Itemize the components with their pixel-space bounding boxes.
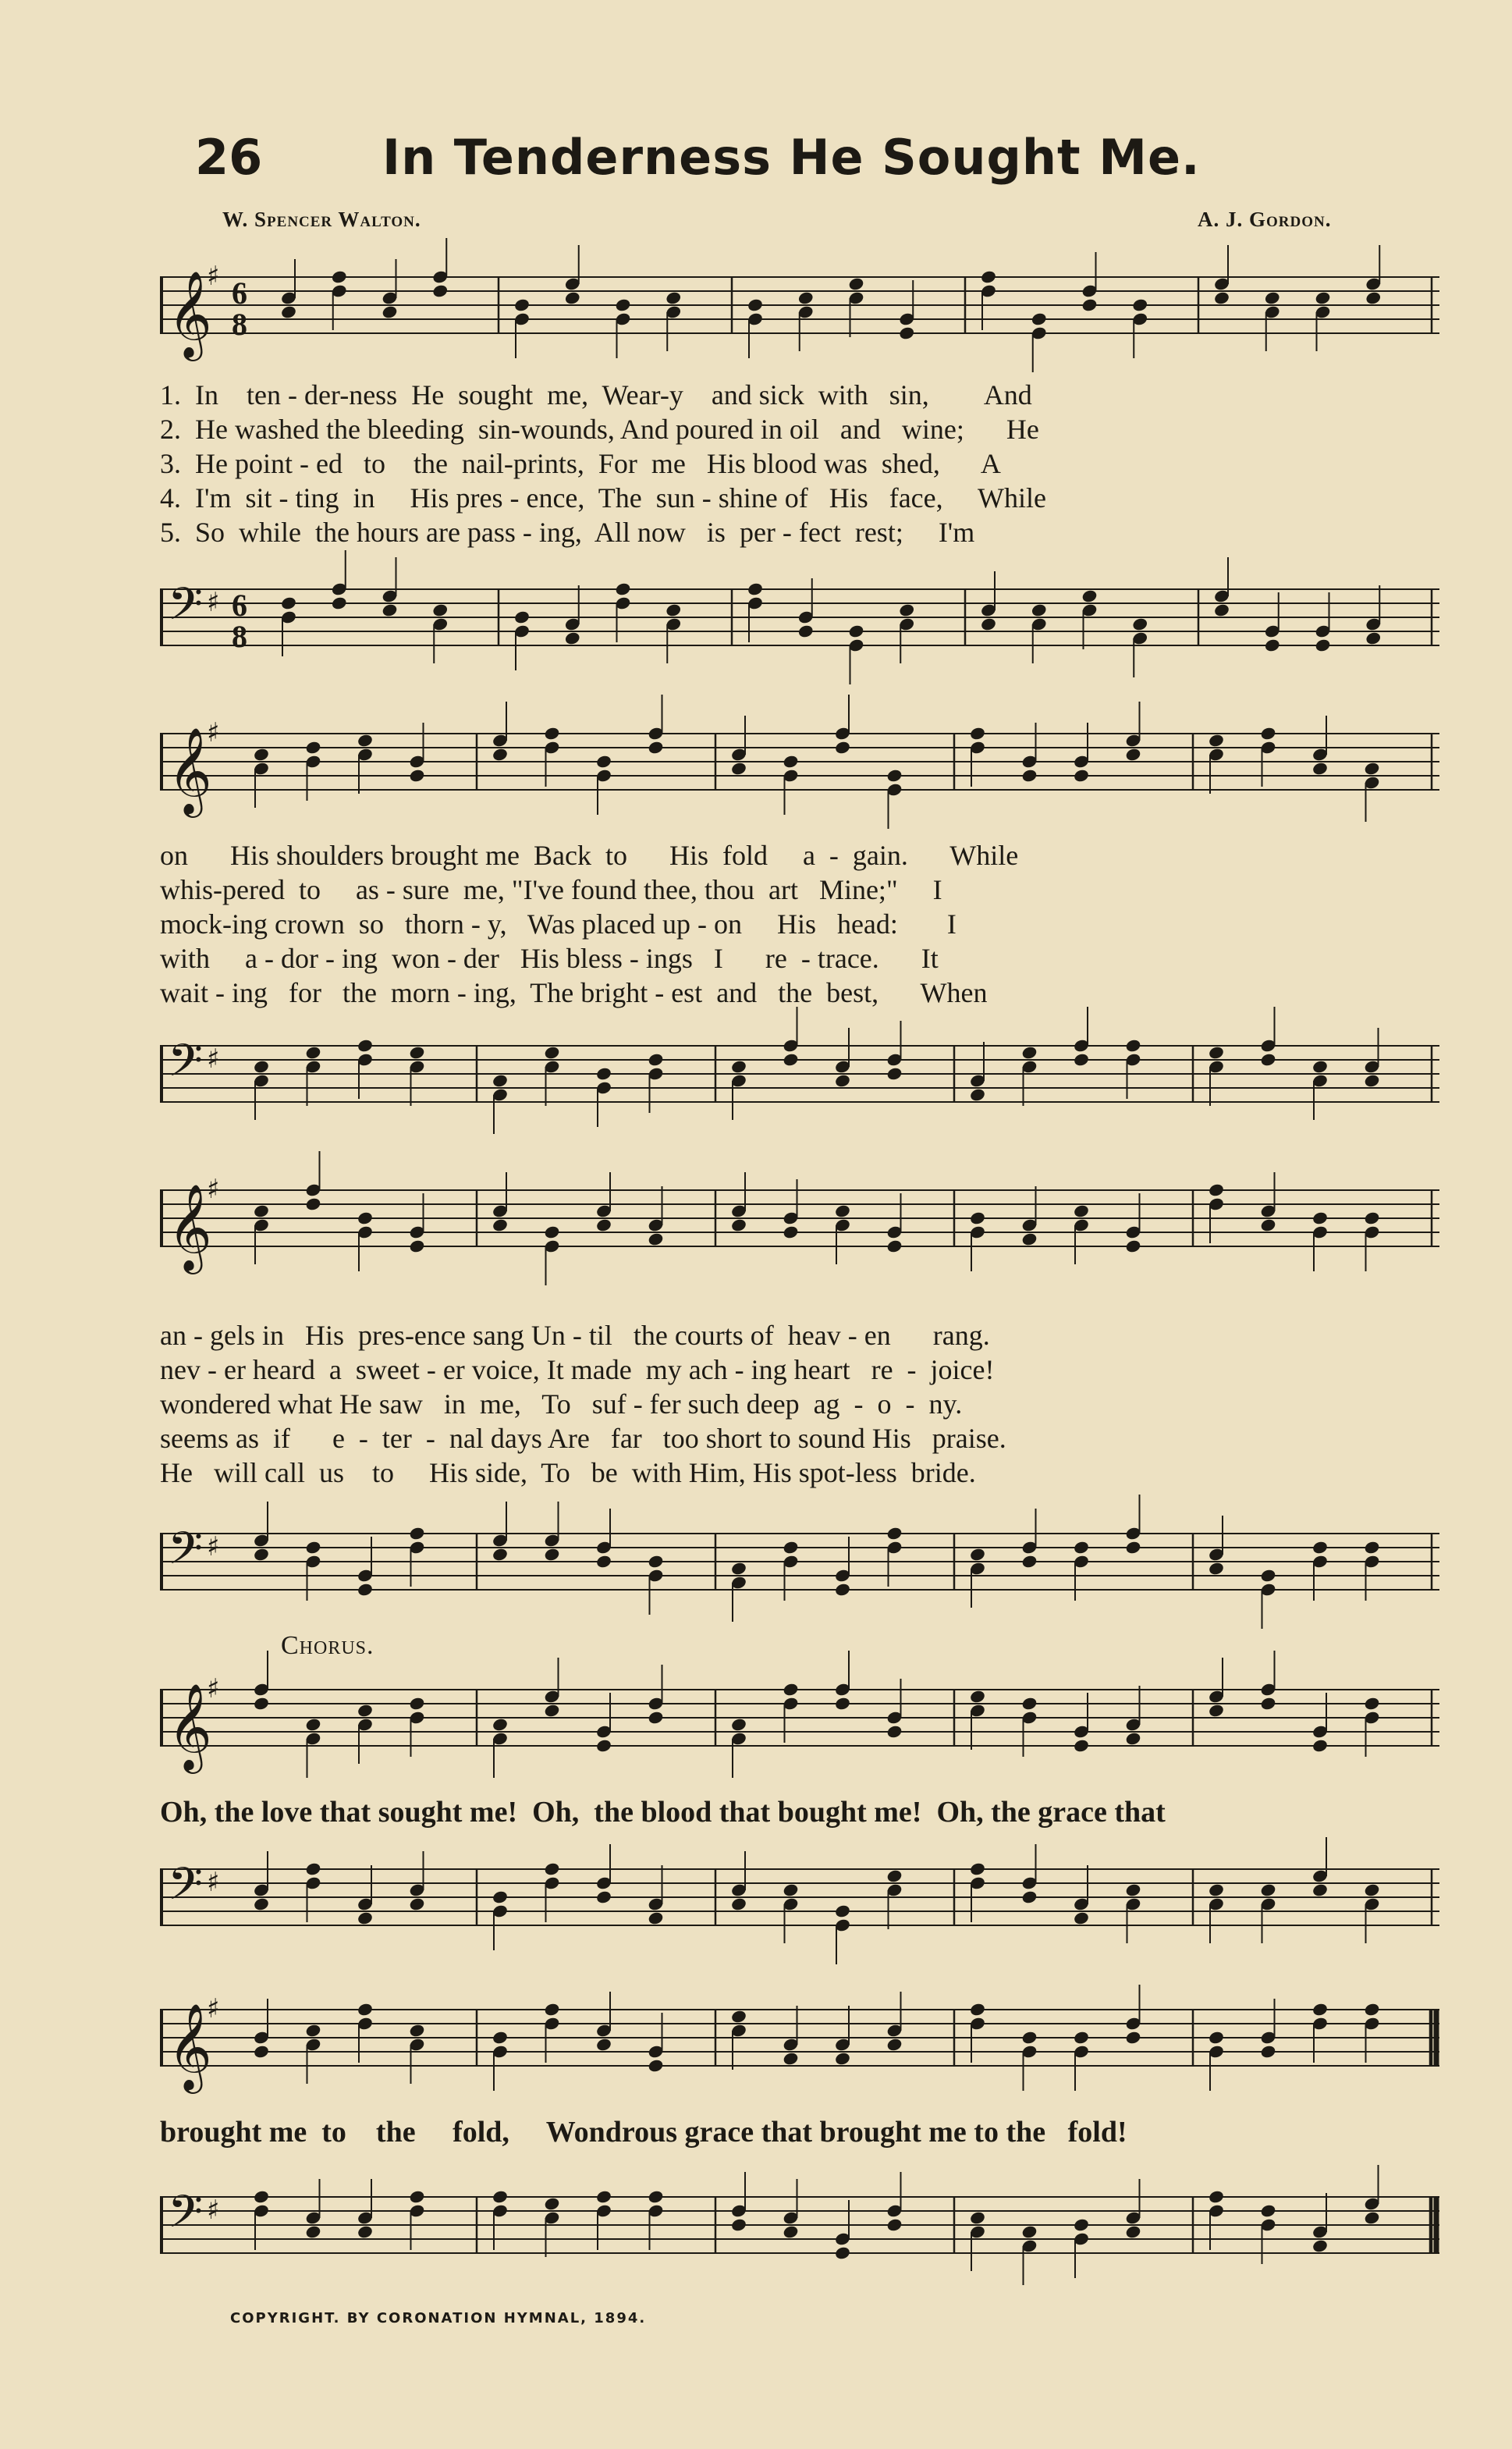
notehead [886, 1526, 903, 1541]
notehead [357, 1582, 374, 1597]
notehead [648, 740, 665, 755]
chorus-line-1: Oh, the love that sought me! Oh, the blood that bought me! Oh, the grace that [160, 1796, 1166, 1829]
notehead [1208, 1045, 1225, 1060]
notehead [1264, 638, 1281, 652]
notehead [747, 297, 764, 312]
notehead [1125, 1882, 1142, 1897]
notehead [648, 1710, 665, 1725]
bass-clef-icon: 𝄢 [168, 2185, 204, 2249]
notehead [409, 768, 426, 783]
notehead [1311, 761, 1329, 776]
notehead [834, 1696, 851, 1711]
notehead [747, 581, 764, 596]
notehead [357, 733, 374, 748]
notehead [544, 1703, 561, 1718]
notehead [544, 726, 561, 741]
sharp-icon: ♯ [207, 2195, 220, 2226]
notehead [492, 1217, 509, 1232]
notehead [357, 1210, 374, 1225]
notehead [1311, 2238, 1329, 2253]
notehead [409, 1526, 426, 1541]
notehead [513, 297, 531, 312]
notehead [969, 1689, 986, 1704]
notehead [305, 740, 322, 755]
notehead [730, 2217, 747, 2232]
notehead [1364, 2002, 1381, 2017]
notehead [1021, 1696, 1038, 1711]
notehead [783, 2224, 800, 2239]
notehead [595, 2189, 612, 2204]
notehead [382, 602, 399, 617]
notehead [544, 1224, 561, 1239]
notehead [1364, 761, 1381, 776]
notehead [1364, 2210, 1381, 2225]
notehead [969, 1547, 986, 1562]
notehead [886, 1868, 903, 1883]
notehead [1125, 747, 1142, 762]
notehead [280, 304, 297, 319]
notehead [783, 1882, 800, 1897]
chorus-label: Chorus. [281, 1631, 374, 1660]
notehead [648, 1052, 665, 1067]
bass-staff [160, 1026, 1439, 1136]
notehead [783, 754, 800, 769]
notehead [382, 304, 399, 319]
notehead [357, 2224, 374, 2239]
notehead [1021, 1554, 1038, 1569]
notehead [1208, 1182, 1225, 1197]
notehead [1364, 1540, 1381, 1555]
verse-3-line-1: 3. He point - ed to the nail-prints, For me His blood was shed, A [160, 448, 1001, 479]
bass-staff [160, 1850, 1439, 1959]
notehead [253, 1696, 270, 1711]
notehead [595, 1217, 612, 1232]
time-signature-bottom: 8 [232, 619, 247, 654]
notehead [305, 1861, 322, 1876]
notehead [848, 276, 865, 291]
notehead [969, 1087, 986, 1102]
notehead [797, 624, 815, 638]
notehead [595, 1889, 612, 1904]
notehead [834, 740, 851, 755]
notehead [1073, 768, 1090, 783]
notehead [253, 1896, 270, 1911]
time-signature-top: 6 [232, 588, 247, 623]
notehead [969, 1210, 986, 1225]
notehead [305, 1196, 322, 1211]
notehead [357, 1911, 374, 1925]
notehead [648, 1911, 665, 1925]
notehead [834, 2051, 851, 2066]
treble-staff [160, 1171, 1439, 1288]
notehead [357, 1703, 374, 1718]
notehead [1125, 1731, 1142, 1746]
notehead [1260, 1217, 1277, 1232]
notehead [1260, 1882, 1277, 1897]
sharp-icon: ♯ [207, 1867, 220, 1898]
notehead [1264, 290, 1281, 305]
notehead [253, 1059, 270, 1074]
notehead [797, 290, 815, 305]
notehead [409, 2023, 426, 2038]
notehead [1364, 1210, 1381, 1225]
notehead [834, 2245, 851, 2260]
notehead [1364, 1882, 1381, 1897]
notehead [331, 269, 348, 284]
treble-staff [160, 714, 1439, 816]
sharp-icon: ♯ [207, 587, 220, 618]
notehead [1073, 2030, 1090, 2045]
bass-staff [160, 2177, 1439, 2287]
notehead [969, 2002, 986, 2017]
notehead [595, 2037, 612, 2052]
notehead [253, 2044, 270, 2059]
notehead [834, 1203, 851, 1218]
bass-clef-icon: 𝄢 [168, 1522, 204, 1586]
notehead [1021, 768, 1038, 783]
notehead [886, 1239, 903, 1253]
notehead [886, 1066, 903, 1081]
time-signature-bottom: 8 [232, 307, 247, 342]
bass-clef-icon: 𝄢 [168, 1034, 204, 1098]
notehead [1365, 290, 1382, 305]
notehead [1021, 2224, 1038, 2239]
notehead [1311, 1210, 1329, 1225]
notehead [898, 602, 915, 617]
notehead [848, 624, 865, 638]
notehead [1364, 1073, 1381, 1088]
notehead [331, 595, 348, 610]
notehead [1021, 2030, 1038, 2045]
copyright-notice: COPYRIGHT. BY CORONATION HYMNAL, 1894. [230, 2310, 647, 2326]
notehead [615, 297, 632, 312]
notehead [305, 1717, 322, 1732]
notehead [1311, 1882, 1329, 1897]
notehead [595, 1738, 612, 1753]
verse-4-line-3: seems as if e - ter - nal days Are far too short to sound His praise. [160, 1423, 1006, 1454]
notehead [730, 2009, 747, 2024]
notehead [357, 1038, 374, 1053]
hymn-title: In Tenderness He Sought Me. [382, 129, 1201, 186]
notehead [305, 2224, 322, 2239]
notehead [898, 325, 915, 340]
verse-3-line-2: mock-ing crown so thorn - y, Was placed up - on His head: I [160, 908, 957, 940]
notehead [1073, 1540, 1090, 1555]
notehead [492, 747, 509, 762]
verse-4-line-1: 4. I'm sit - ting in His pres - ence, The sun - shine of His face, While [160, 482, 1046, 514]
verse-5-line-3: He will call us to His side, To be with Him, His spot-less bride. [160, 1457, 976, 1488]
notehead [1260, 2203, 1277, 2218]
notehead [1021, 1232, 1038, 1246]
bass-staff [160, 570, 1439, 687]
notehead [1260, 1696, 1277, 1711]
notehead [492, 1717, 509, 1732]
notehead [834, 1073, 851, 1088]
notehead [492, 1547, 509, 1562]
notehead [280, 595, 297, 610]
bass-clef-icon: 𝄢 [168, 578, 204, 642]
notehead [564, 290, 581, 305]
notehead [1131, 297, 1148, 312]
sharp-icon: ♯ [207, 1531, 220, 1562]
notehead [1031, 311, 1048, 326]
notehead [886, 2217, 903, 2232]
notehead [648, 1554, 665, 1569]
treble-clef-icon: 𝄞 [168, 270, 212, 357]
sharp-icon: ♯ [207, 1993, 220, 2024]
notehead [1260, 2044, 1277, 2059]
notehead [1073, 1911, 1090, 1925]
notehead [783, 1682, 800, 1697]
notehead [886, 1724, 903, 1739]
notehead [409, 1045, 426, 1060]
chorus-line-2: brought me to the fold, Wondrous grace that brought me to the fold! [160, 2116, 1127, 2149]
notehead [730, 1059, 747, 1074]
notehead [1364, 1696, 1381, 1711]
notehead [409, 1896, 426, 1911]
sharp-icon: ♯ [207, 717, 220, 748]
notehead [969, 2210, 986, 2225]
notehead [980, 617, 997, 631]
notehead [969, 1861, 986, 1876]
notehead [1213, 290, 1230, 305]
treble-clef-icon: 𝄞 [168, 1183, 212, 1271]
notehead [648, 2189, 665, 2204]
sharp-icon: ♯ [207, 1043, 220, 1075]
notehead [980, 269, 997, 284]
notehead [615, 581, 632, 596]
sharp-icon: ♯ [207, 261, 220, 292]
notehead [564, 631, 581, 645]
notehead [431, 283, 449, 298]
notehead [1208, 733, 1225, 748]
notehead [1081, 588, 1099, 603]
notehead [730, 761, 747, 776]
notehead [1208, 2030, 1225, 2045]
treble-clef-icon: 𝄞 [168, 1683, 212, 1770]
notehead [1208, 2189, 1225, 2204]
hymn-number: 26 [195, 129, 263, 186]
notehead [783, 1224, 800, 1239]
notehead [1125, 2030, 1142, 2045]
notehead [409, 1239, 426, 1253]
treble-staff [160, 258, 1439, 359]
notehead [730, 1561, 747, 1576]
notehead [595, 1554, 612, 1569]
verse-2-line-3: nev - er heard a sweet - er voice, It made my ach - ing heart re - joice! [160, 1354, 995, 1385]
notehead [783, 2051, 800, 2066]
notehead [648, 2058, 665, 2073]
notehead [1125, 1038, 1142, 1053]
notehead [544, 1045, 561, 1060]
notehead [1311, 1059, 1329, 1074]
notehead [1208, 1882, 1225, 1897]
notehead [431, 602, 449, 617]
verse-4-line-2: with a - dor - ing won - der His bless - ings I re - trace. It [160, 943, 939, 974]
notehead [730, 1717, 747, 1732]
notehead [783, 1540, 800, 1555]
notehead [1125, 1239, 1142, 1253]
verse-5-line-2: wait - ing for the morn - ing, The bright - est and the best, When [160, 977, 988, 1008]
bass-staff [160, 1514, 1439, 1623]
notehead [595, 1066, 612, 1081]
time-signature-top: 6 [232, 275, 247, 311]
notehead [886, 768, 903, 783]
notehead [492, 2189, 509, 2204]
notehead [492, 1889, 509, 1904]
notehead [1021, 1045, 1038, 1060]
notehead [969, 726, 986, 741]
verse-1-line-1: 1. In ten - der-ness He sought me, Wear-y and sick with sin, And [160, 379, 1032, 411]
notehead [544, 1861, 561, 1876]
notehead [1073, 1052, 1090, 1067]
notehead [1213, 602, 1230, 617]
notehead [1311, 1738, 1329, 1753]
notehead [305, 1045, 322, 1060]
notehead [834, 1903, 851, 1918]
notehead [1315, 290, 1332, 305]
notehead [886, 2037, 903, 2052]
verse-5-line-1: 5. So while the hours are pass - ing, All now is per - fect rest; I'm [160, 517, 975, 548]
sharp-icon: ♯ [207, 1174, 220, 1205]
notehead [253, 1547, 270, 1562]
notehead [1125, 2224, 1142, 2239]
composer-credit: A. J. Gordon. [1198, 208, 1332, 231]
verse-1-line-2: on His shoulders brought me Back to His fold a - gain. While [160, 840, 1019, 871]
notehead [730, 1217, 747, 1232]
notehead [730, 1896, 747, 1911]
treble-staff [160, 1990, 1439, 2099]
notehead [1125, 1540, 1142, 1555]
notehead [253, 1203, 270, 1218]
verse-3-line-3: wondered what He saw in me, To suf - fer such deep ag - o - ny. [160, 1388, 963, 1420]
treble-clef-icon: 𝄞 [168, 727, 212, 814]
notehead [648, 1232, 665, 1246]
notehead [665, 602, 682, 617]
notehead [1260, 726, 1277, 741]
notehead [1260, 1568, 1277, 1583]
notehead [544, 2002, 561, 2017]
notehead [544, 2196, 561, 2211]
notehead [253, 747, 270, 762]
notehead [1081, 297, 1099, 312]
notehead [1311, 1540, 1329, 1555]
notehead [1031, 602, 1048, 617]
notehead [305, 2023, 322, 2038]
notehead [513, 610, 531, 624]
notehead [1311, 2002, 1329, 2017]
notehead [595, 754, 612, 769]
notehead [1073, 1738, 1090, 1753]
notehead [1208, 1703, 1225, 1718]
verse-1-line-3: an - gels in His pres-ence sang Un - til the courts of heav - en rang. [160, 1320, 990, 1351]
notehead [544, 1547, 561, 1562]
verse-2-line-1: 2. He washed the bleeding sin-wounds, And poured in oil and wine; He [160, 414, 1039, 445]
notehead [1131, 617, 1148, 631]
sharp-icon: ♯ [207, 1673, 220, 1704]
notehead [409, 2189, 426, 2204]
bass-clef-icon: 𝄢 [168, 1857, 204, 1921]
notehead [1208, 1561, 1225, 1576]
notehead [1365, 631, 1382, 645]
notehead [1260, 1052, 1277, 1067]
notehead [305, 1540, 322, 1555]
notehead [834, 1582, 851, 1597]
notehead [492, 1073, 509, 1088]
notehead [1073, 1203, 1090, 1218]
notehead [783, 1052, 800, 1067]
notehead [665, 290, 682, 305]
notehead [492, 2030, 509, 2045]
treble-staff [160, 1670, 1439, 1779]
notehead [1073, 2217, 1090, 2232]
notehead [1021, 1889, 1038, 1904]
notehead [409, 1696, 426, 1711]
notehead [357, 2002, 374, 2017]
treble-clef-icon: 𝄞 [168, 2003, 212, 2090]
verse-2-line-2: whis-pered to as - sure me, "I've found thee, thou art Mine;" I [160, 874, 942, 905]
author-credit: W. Spencer Walton. [222, 208, 421, 231]
notehead [253, 2189, 270, 2204]
notehead [1315, 638, 1332, 652]
